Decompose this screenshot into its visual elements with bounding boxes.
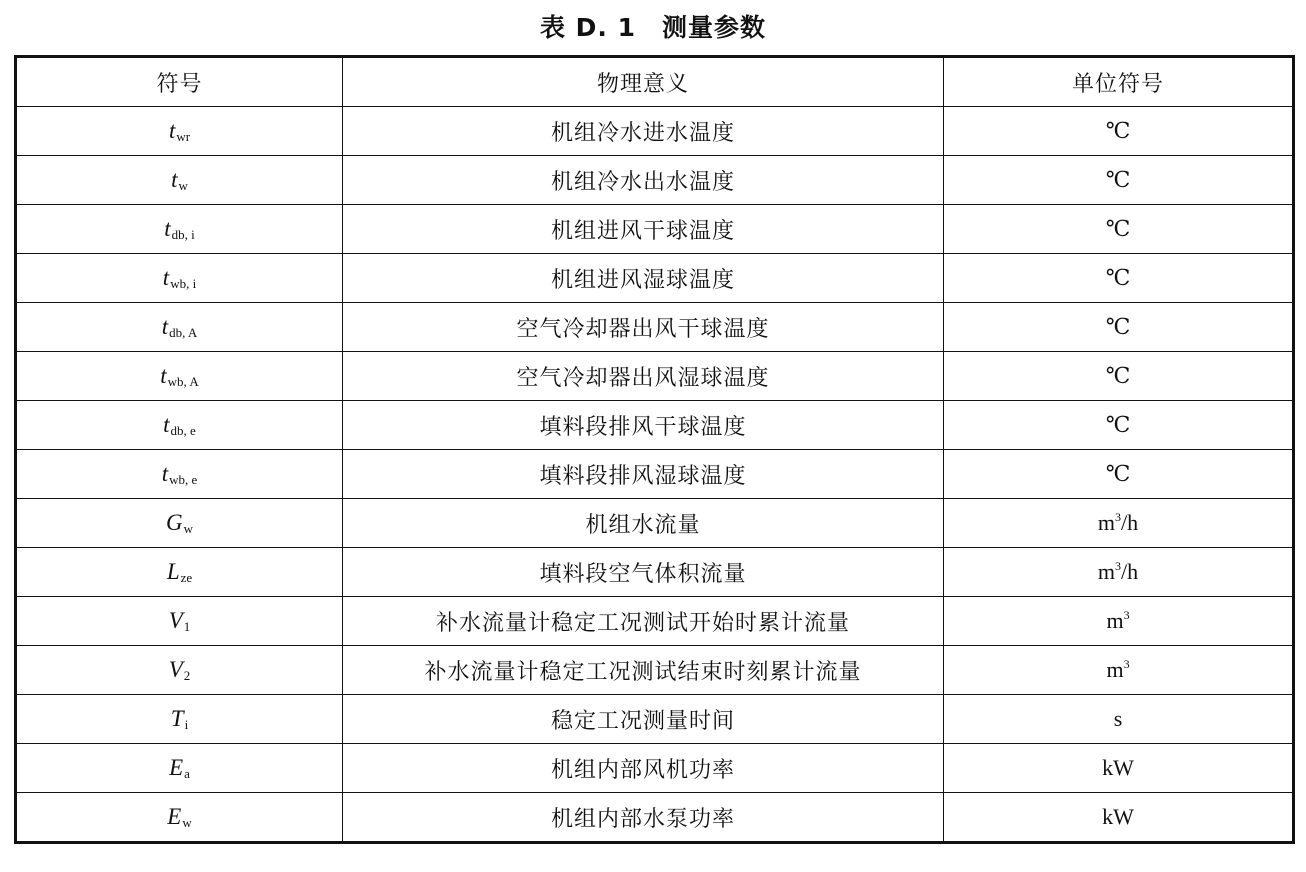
unit-symbol: kW [1102, 804, 1134, 829]
symbol [167, 559, 192, 584]
unit-superscript: 3 [1123, 608, 1130, 622]
unit-cell [944, 597, 1294, 646]
meaning-cell: 空气冷却器出风湿球温度 [343, 352, 944, 401]
symbol-cell [16, 107, 343, 156]
symbol-cell [16, 401, 343, 450]
symbol [162, 461, 198, 486]
header-row [16, 57, 1294, 107]
symbol-subscript: wb, A [167, 374, 199, 389]
symbol-main: t [171, 167, 178, 192]
unit-symbol: s [1113, 706, 1123, 731]
table-row [16, 254, 1294, 303]
symbol-cell [16, 646, 343, 695]
symbol-subscript: ze [180, 570, 193, 585]
symbol-subscript: db, e [170, 423, 196, 438]
meaning-cell: 机组内部风机功率 [343, 744, 944, 793]
symbol-main: E [169, 755, 184, 780]
table-row [16, 793, 1294, 843]
meaning-cell: 机组进风湿球温度 [343, 254, 944, 303]
table-row [16, 303, 1294, 352]
unit-cell [944, 254, 1294, 303]
symbol [162, 314, 198, 339]
meaning-cell: 补水流量计稳定工况测试结束时刻累计流量 [343, 646, 944, 695]
symbol-subscript: db, i [171, 227, 195, 242]
table-row [16, 744, 1294, 793]
symbol-cell [16, 205, 343, 254]
table-number: 表 D. 1 [539, 13, 637, 42]
table-title: 测量参数 [662, 13, 767, 42]
symbol-subscript: w [182, 815, 192, 830]
header-symbol: 符号 [16, 57, 343, 107]
symbol-cell [16, 303, 343, 352]
symbol [166, 510, 193, 535]
unit-cell [944, 744, 1294, 793]
unit-cell [944, 107, 1294, 156]
unit-symbol: m [1106, 608, 1124, 633]
table-row [16, 450, 1294, 499]
meaning-cell: 机组冷水进水温度 [343, 107, 944, 156]
symbol-cell [16, 695, 343, 744]
unit-symbol: m [1097, 559, 1115, 584]
symbol-subscript: wb, e [169, 472, 198, 487]
meaning-cell: 补水流量计稳定工况测试开始时累计流量 [343, 597, 944, 646]
unit-symbol: ℃ [1105, 216, 1131, 241]
symbol-main: t [168, 118, 176, 143]
unit-cell [944, 499, 1294, 548]
unit-cell [944, 156, 1294, 205]
unit-cell [944, 303, 1294, 352]
table-row [16, 107, 1294, 156]
table-row [16, 646, 1294, 695]
unit-suffix: /h [1121, 559, 1139, 584]
symbol [169, 657, 191, 682]
unit-symbol: ℃ [1105, 265, 1131, 290]
meaning-cell: 空气冷却器出风干球温度 [343, 303, 944, 352]
table-header [16, 57, 1294, 107]
meaning-cell: 机组冷水出水温度 [343, 156, 944, 205]
meaning-cell: 机组内部水泵功率 [343, 793, 944, 843]
table-row [16, 205, 1294, 254]
meaning-cell: 机组水流量 [343, 499, 944, 548]
symbol-main: T [170, 706, 184, 731]
symbol-subscript: 1 [183, 619, 191, 634]
table-row [16, 352, 1294, 401]
unit-cell [944, 205, 1294, 254]
symbol-main: t [163, 412, 170, 437]
unit-cell [944, 646, 1294, 695]
header-unit: 单位符号 [944, 57, 1294, 107]
table-row [16, 499, 1294, 548]
unit-cell [944, 548, 1294, 597]
meaning-cell: 填料段排风湿球温度 [343, 450, 944, 499]
symbol-cell [16, 548, 343, 597]
symbol-main: t [161, 314, 169, 339]
symbol-cell [16, 156, 343, 205]
table-row [16, 695, 1294, 744]
table-row [16, 156, 1294, 205]
unit-cell [944, 401, 1294, 450]
parameters-table [14, 55, 1295, 844]
unit-symbol: ℃ [1105, 363, 1131, 388]
unit-cell [944, 695, 1294, 744]
meaning-cell: 机组进风干球温度 [343, 205, 944, 254]
unit-cell [944, 450, 1294, 499]
table-caption [0, 0, 1306, 56]
symbol-subscript: w [183, 521, 193, 536]
unit-superscript: 3 [1115, 510, 1121, 524]
unit-symbol: m [1106, 657, 1124, 682]
unit-symbol: ℃ [1105, 167, 1131, 192]
symbol-cell [16, 793, 343, 843]
symbol-subscript: wr [176, 129, 191, 144]
symbol [167, 804, 191, 829]
unit-symbol: ℃ [1105, 314, 1131, 339]
symbol-subscript: a [184, 766, 190, 781]
symbol [169, 118, 190, 143]
symbol-main: L [166, 559, 180, 584]
unit-suffix: /h [1121, 510, 1139, 535]
symbol-cell [16, 499, 343, 548]
table-row [16, 401, 1294, 450]
symbol-main: t [162, 265, 170, 290]
symbol-main: t [164, 216, 171, 241]
meaning-cell: 填料段空气体积流量 [343, 548, 944, 597]
symbol-cell [16, 450, 343, 499]
symbol [171, 167, 188, 192]
symbol-subscript: i [184, 717, 189, 732]
symbol-subscript: db, A [169, 325, 198, 340]
symbol [171, 706, 188, 731]
unit-cell [944, 793, 1294, 843]
symbol [163, 412, 196, 437]
symbol-main: V [168, 657, 183, 682]
header-meaning: 物理意义 [343, 57, 944, 107]
unit-symbol: ℃ [1105, 412, 1131, 437]
meaning-cell: 稳定工况测量时间 [343, 695, 944, 744]
symbol-cell [16, 352, 343, 401]
symbol-subscript: w [178, 178, 188, 193]
symbol-main: t [160, 363, 167, 388]
table-row [16, 548, 1294, 597]
symbol-cell [16, 597, 343, 646]
meaning-cell: 填料段排风干球温度 [343, 401, 944, 450]
symbol-main: t [161, 461, 169, 486]
symbol-main: G [165, 510, 183, 535]
unit-symbol: kW [1102, 755, 1134, 780]
symbol-subscript: wb, i [170, 276, 197, 291]
symbol [169, 755, 190, 780]
unit-symbol: ℃ [1105, 461, 1131, 486]
table-body [16, 107, 1294, 843]
symbol [163, 265, 196, 290]
symbol-cell [16, 744, 343, 793]
unit-symbol: m [1097, 510, 1115, 535]
unit-superscript: 3 [1115, 559, 1121, 573]
symbol-cell [16, 254, 343, 303]
unit-cell [944, 352, 1294, 401]
symbol [169, 608, 191, 633]
symbol [164, 216, 195, 241]
symbol [160, 363, 198, 388]
table-row [16, 597, 1294, 646]
unit-symbol: ℃ [1105, 118, 1131, 143]
symbol-main: V [168, 608, 183, 633]
symbol-main: E [167, 804, 182, 829]
symbol-subscript: 2 [183, 668, 191, 683]
unit-superscript: 3 [1123, 657, 1130, 671]
